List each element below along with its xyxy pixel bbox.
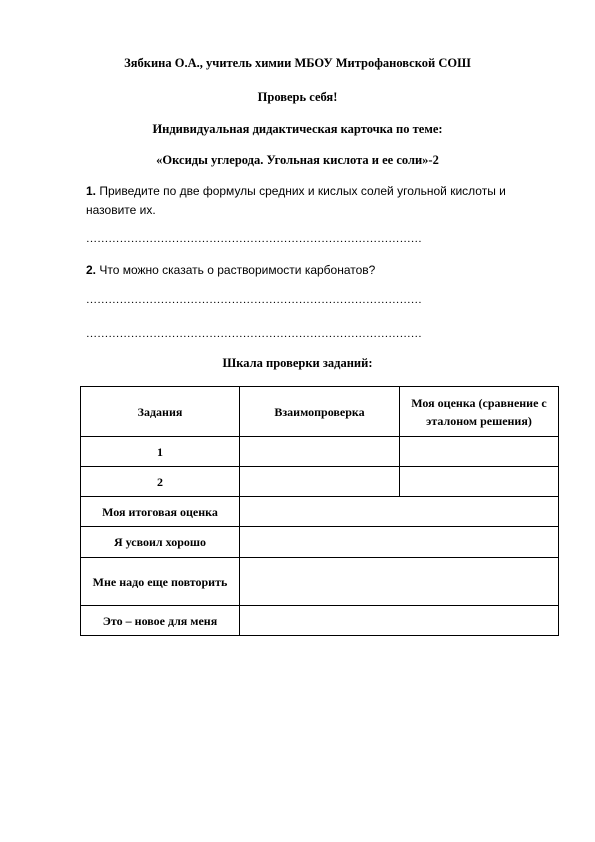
author-line: Зябкина О.А., учитель химии МБОУ Митрофановской СОШ — [124, 56, 471, 70]
summary-value-cell[interactable] — [240, 497, 559, 527]
my-grade-cell[interactable] — [400, 467, 559, 497]
grading-table — [80, 386, 559, 636]
my-grade-cell[interactable] — [400, 437, 559, 467]
table-header-row — [81, 387, 559, 437]
summary-label: Я усвоил хорошо — [81, 527, 240, 558]
question-2-text: Что можно сказать о растворимости карбонатов? — [96, 263, 376, 277]
task-number: 1 — [81, 437, 240, 467]
header-tasks: Задания — [81, 387, 240, 437]
answer-line-1[interactable]: ……………………………………………………………………………… — [86, 233, 422, 245]
summary-value-cell[interactable] — [240, 558, 559, 606]
table-row — [81, 467, 559, 497]
question-1-number: 1. — [86, 184, 97, 198]
summary-label: Мне надо еще повторить — [81, 558, 240, 606]
table-row — [81, 527, 559, 558]
peer-check-cell[interactable] — [240, 437, 400, 467]
card-title: Индивидуальная дидактическая карточка по теме: — [152, 122, 443, 136]
answer-line-2[interactable]: ……………………………………………………………………………… — [86, 294, 422, 306]
question-2-line-1 — [86, 263, 375, 277]
question-2-number: 2. — [86, 263, 97, 277]
summary-value-cell[interactable] — [240, 606, 559, 636]
summary-value-cell[interactable] — [240, 527, 559, 558]
check-title: Проверь себя! — [257, 90, 338, 104]
scale-title: Шкала проверки заданий: — [222, 356, 373, 370]
table-row — [81, 497, 559, 527]
topic-title: «Оксиды углерода. Угольная кислота и ее соли»-2 — [156, 153, 439, 167]
question-1-line-1 — [86, 184, 506, 198]
question-1-line-2: назовите их. — [86, 203, 156, 217]
question-1-text: Приведите по две формулы средних и кислых солей угольной кислоты и — [96, 184, 506, 198]
header-peer-check: Взаимопроверка — [240, 387, 400, 437]
task-number: 2 — [81, 467, 240, 497]
summary-label: Моя итоговая оценка — [81, 497, 240, 527]
table-row — [81, 606, 559, 636]
summary-label: Это – новое для меня — [81, 606, 240, 636]
answer-line-3[interactable]: ……………………………………………………………………………… — [86, 328, 422, 340]
table-row — [81, 558, 559, 606]
header-my-grade: Моя оценка (сравнение с эталоном решения) — [400, 387, 559, 437]
table-row — [81, 437, 559, 467]
peer-check-cell[interactable] — [240, 467, 400, 497]
